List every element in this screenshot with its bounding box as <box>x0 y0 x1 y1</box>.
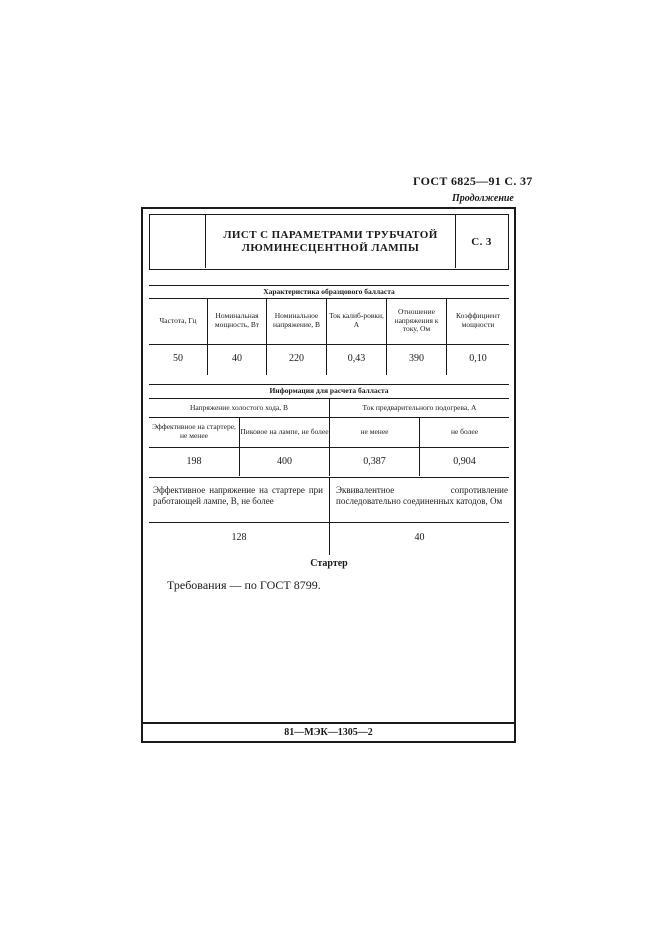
group-preheat-current: Ток предварительного подогрева, А <box>362 402 477 412</box>
value-voltage-current-ratio: 390 <box>409 353 424 365</box>
value-effective-on-starter: 198 <box>186 456 202 468</box>
starter-voltage-text: Эффективное напряжение на стартере при работающей лампе, В, не более <box>153 485 323 507</box>
value-rated-power: 40 <box>232 353 242 365</box>
starter-requirements: Требования — по ГОСТ 8799. <box>167 578 321 592</box>
value-calibration-current: 0,43 <box>347 353 366 365</box>
col-power-factor: Коэффициент мощности <box>456 311 500 329</box>
value-rated-voltage: 220 <box>289 353 304 365</box>
sheet-title-line-1: ЛИСТ С ПАРАМЕТРАМИ ТРУБЧАТОЙ <box>223 229 438 242</box>
cathode-resistance-text: Эквивалентное сопротивление последовательно соединенных катодов, Ом <box>336 485 508 507</box>
sub-not-more: не более <box>450 426 479 436</box>
value-peak-on-lamp: 400 <box>277 456 292 468</box>
value-power-factor: 0,10 <box>469 353 487 365</box>
sheet-title <box>206 221 455 263</box>
col-frequency: Частота, Гц <box>159 315 197 325</box>
sub-peak-on-lamp: Пиковое на лампе, не более <box>240 426 329 436</box>
group-open-circuit-voltage: Напряжение холостого хода, В <box>190 402 288 412</box>
calc-section-title: Информация для расчета балласта <box>269 385 389 395</box>
sheet-title-line-2: ЛЮМИНЕСЦЕНТНОЙ ЛАМПЫ <box>241 242 420 254</box>
col-calibration-current: Ток калиб-ровки, А <box>329 311 384 329</box>
col-voltage-current-ratio: Отношение напряжения к току, Ом <box>394 307 439 334</box>
continuation-label: Продолжение <box>452 193 514 204</box>
frame-footer-line <box>141 722 516 724</box>
value-starter-voltage: 128 <box>231 532 247 544</box>
document-reference: ГОСТ 6825—91 С. 37 <box>413 174 533 188</box>
title-box <box>149 214 509 270</box>
col-rated-voltage: Номинальное напряжение, В <box>273 311 320 329</box>
col-rated-power: Номинальная мощность, Вт <box>214 311 260 329</box>
value-frequency: 50 <box>173 353 183 365</box>
value-cathode-resistance: 40 <box>414 532 425 544</box>
footer-code: 81—МЭК—1305—2 <box>284 727 373 738</box>
value-preheat-max: 0,904 <box>453 456 476 468</box>
sheet-code: С. 3 <box>471 235 492 248</box>
starter-heading: Стартер <box>310 558 348 570</box>
ballast-section-title: Характеристика образцового балласта <box>263 286 395 296</box>
value-preheat-min: 0,387 <box>363 456 386 468</box>
sub-not-less: не менее <box>360 426 389 436</box>
sub-effective-on-starter: Эффективное на стартере, не менее <box>152 422 236 440</box>
